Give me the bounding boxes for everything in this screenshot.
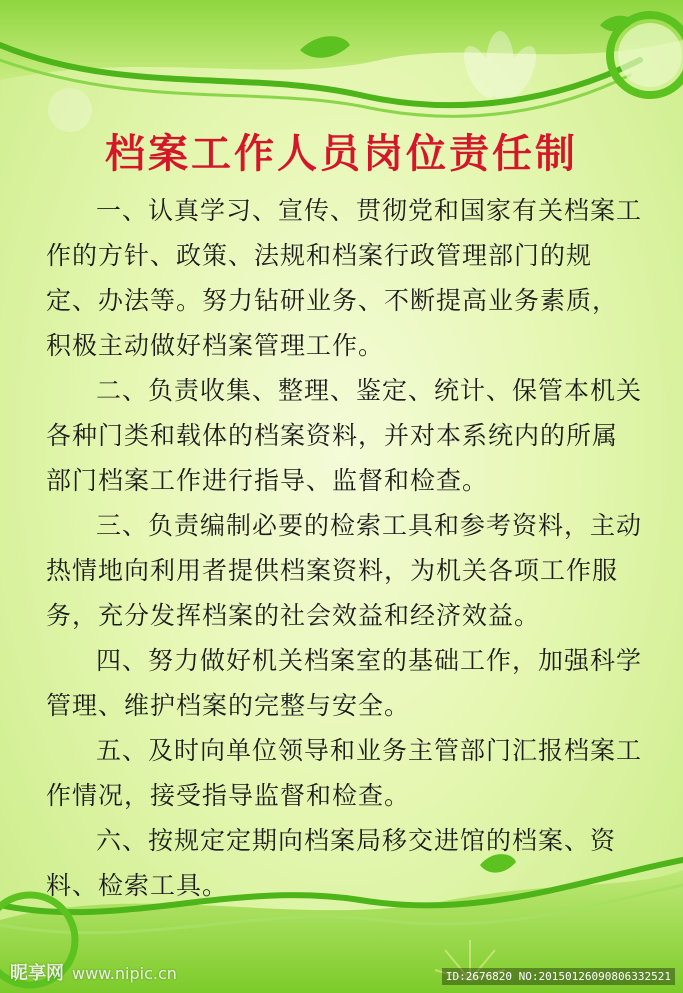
watermark-url: www.nipic.cn xyxy=(72,964,177,983)
paragraph-3: 三、负责编制必要的检索工具和参考资料，主动热情地向利用者提供档案资料，为机关各项工作服务，充分发挥档案的社会效益和经济效益。 xyxy=(46,511,643,630)
poster-body xyxy=(46,188,642,908)
paragraph-5: 五、及时向单位领导和业务主管部门汇报档案工作情况，接受指导监督和检查。 xyxy=(46,736,643,810)
paragraph-1: 一、认真学习、宣传、贯彻党和国家有关档案工作的方针、政策、法规和档案行政管理部门的规定、办法等。努力钻研业务、不断提高业务素质，积极主动做好档案管理工作。 xyxy=(46,196,643,360)
poster-title: 档案工作人员岗位责任制 xyxy=(105,131,578,177)
image-id-bar: ID:2676820 NO:20150126090806332521 xyxy=(442,968,675,985)
paragraph-2: 二、负责收集、整理、鉴定、统计、保管本机关各种门类和载体的档案资料，并对本系统内的所属部门档案工作进行指导、监督和检查。 xyxy=(46,376,643,495)
watermark-brand: 昵享网 xyxy=(10,963,64,984)
paragraph-4: 四、努力做好机关档案室的基础工作，加强科学管理、维护档案的完整与安全。 xyxy=(46,646,643,720)
site-watermark xyxy=(10,959,177,985)
paragraph-6: 六、按规定定期向档案局移交进馆的档案、资料、检索工具。 xyxy=(46,826,617,900)
